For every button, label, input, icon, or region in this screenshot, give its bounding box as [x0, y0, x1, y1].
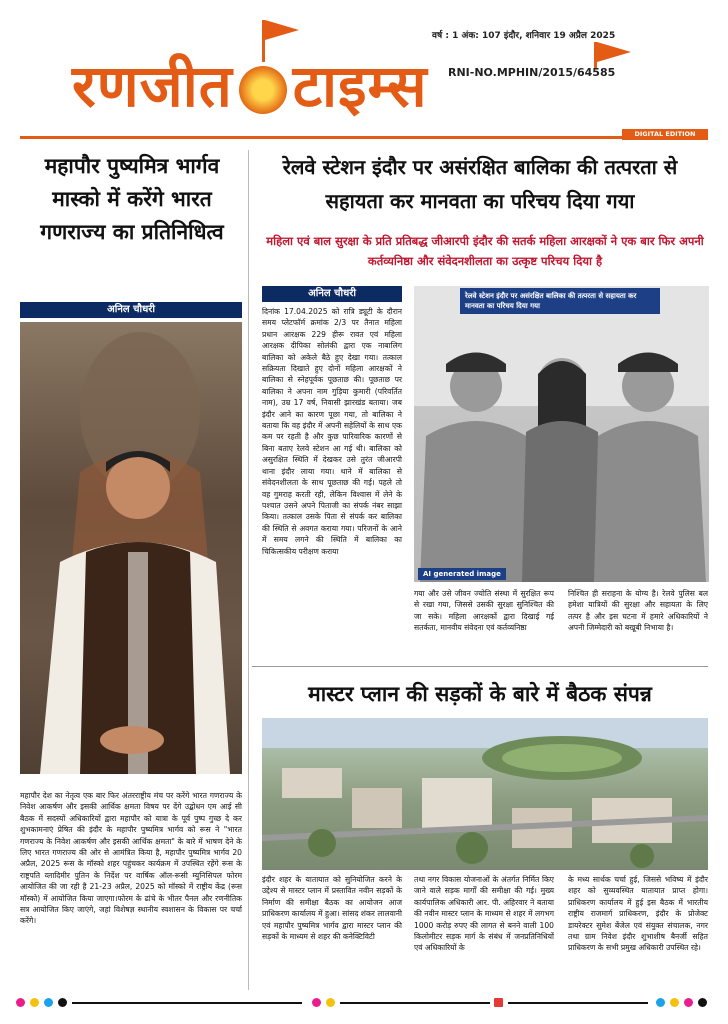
footer-dot [684, 998, 693, 1007]
footer-dot [30, 998, 39, 1007]
footer-dot [16, 998, 25, 1007]
second-story-col2: तथा नगर विकास योजनाओं के अंतर्गत निर्मित किए जाने वाले सड़क मार्गों की समीक्षा की गई। मुख्य कार्यपालिक अधिकारी आर. पी. अहिरवार ने बताया की नवीन मास्टर प्लान के माध्यम से शहर में लगभग 1000 करोड़ रुपए की लागत से बनने वाली 100 किलोमीटर सड़क मार्ग के संबंध में जनप्रतिनिधियों एवं अधिकारियों के [414, 875, 554, 953]
mayor-photo [20, 322, 242, 774]
footer-dot [312, 998, 321, 1007]
footer-decoration [16, 996, 712, 1012]
flag-icon [265, 20, 299, 40]
main-story-headline: रेलवे स्टेशन इंदौर पर असंरक्षित बालिका की तत्परता से सहायता कर मानवता का परिचय दिया गया [282, 155, 678, 213]
main-story-col3: निश्चित ही सराहना के योग्य है। रेलवे पुलिस बल हमेशा यात्रियों की सुरक्षा और सहायता के लिए तत्पर है और इस घटना में हमारे अधिकारियों ने अपनी जिम्मेदारी को बखूबी निभाया है। [568, 589, 708, 633]
masthead-rule [20, 136, 708, 139]
left-story-headline: महापौर पुष्यमित्र भार्गव मास्को में करेंगे भारत गणराज्य का प्रतिनिधित्व [40, 154, 224, 244]
footer-line [72, 1002, 302, 1004]
left-story-body: महापौर देश का नेतृत्व एक बार फिर अंतरराष्ट्रीय मंच पर करेंगे भारत गणराज्य के निवेश आकर्षण और इसकी आर्थिक क्षमता विषय पर देंगे उद्बोधन एम आई सी बैठक में सदस्यों अधिकारियों द्वारा महापौर को यात्रा के पूर्व पुष्प गुच्छ दे कर शुभकामनाएं प्रेषित की इंदौर के महापौर पुष्यमित्र भार्गव को रूस ने "भारत गणराज्य के निवेश आकर्षण और इसकी आर्थिक क्षमता" के बारे में भाषण देने के लिए भारत गणराज्य की ओर से आमंत्रित किया है, महापौर पुष्यमित्र भार्गव 20 अप्रैल, 2025 रूस के मॉस्को शहर पहुंचकर कार्यक्रम में उपस्थित रहेंगे रूस के राष्ट्रपति व्लादिमीर पुतिन के निर्देश पर वार्षिक ऑल-रूसी म्युनिसिपल फोरम आयोजित की जा रही है 21-23 अप्रैल, 2025 को मॉस्को में राष्ट्रीय केंद्र (रूस मॉस्को) में आयोजित किया जाएगा।फोरम के ढांचे के भीतर पैनल और रणनीतिक सत्र आयोजित किए जाएंगे, जहां विशेषज्ञ स्थानीय स्वशासन के विकास पर चर्चा करेंगे। [20, 791, 242, 926]
footer-line [508, 1002, 648, 1004]
footer-line [340, 1002, 490, 1004]
police-officers-illustration [414, 286, 709, 582]
masthead-name-left: रणजीत [72, 52, 233, 120]
footer-dot [670, 998, 679, 1007]
police-officers-image [414, 286, 709, 582]
edition-badge: DIGITAL EDITION [622, 129, 708, 140]
second-story-col3: के मध्य सार्थक चर्चा हुई, जिससे भविष्य में इंदौर शहर को सुव्यवस्थित यातायात प्राप्त होगा। प्राधिकरण कार्यालय में हुई इस बैठक में भारतीय राष्ट्रीय राजमार्ग प्राधिकरण, इंदौर के प्रोजेक्ट डायरेक्टर सुमेश बेंजेल एवं संयुक्त संचालक, नगर तथा ग्राम निवेश इंदौर शुभाशीष बैनर्जी सहित प्राधिकरण के सभी प्रमुख अधिकारी उपस्थित रहे। [568, 875, 708, 953]
footer-dot [326, 998, 335, 1007]
deity-emblem-icon [239, 66, 287, 114]
dateline: वर्ष : 1 अंक: 107 इंदौर, शनिवार 19 अप्रैल 2025 [432, 31, 616, 41]
footer-dot [698, 998, 707, 1007]
rni-number: RNI-NO.MPHIN/2015/64585 [448, 66, 616, 79]
main-story-subheadline: महिला एवं बाल सुरक्षा के प्रति प्रतिबद्ध जीआरपी इंदौर की सतर्क महिला आरक्षकों ने एक बार फिर अपनी कर्तव्यनिष्ठा और संवेदनशीलता का उत्कृष्ट परिचय दिया है [266, 234, 704, 268]
masthead-name-right: टाइम्स [292, 52, 428, 120]
second-story-headline: मास्टर प्लान की सड़कों के बारे में बैठक संपन्न [308, 682, 652, 706]
ai-generated-tag: AI generated image [418, 568, 506, 580]
masthead-logo [72, 46, 632, 126]
second-story-col1: इंदौर शहर के यातायात को सुनियोजित करने के उद्देश्य से मास्टर प्लान में प्रस्तावित नवीन सड़कों के निर्माण की समीक्षा बैठक का आयोजन आज प्राधिकरण कार्यालय में हुआ। सांसद शंकर लालवानी एवं महापौर पुष्यमित्र भार्गव द्वारा मास्टर प्लान की सड़कों के माध्यम से शहर की कनेक्टिविटी [262, 875, 402, 942]
mayor-photo-illustration [20, 322, 242, 774]
main-story-byline: अनिल चौधरी [262, 286, 402, 302]
aerial-city-illustration [262, 718, 708, 870]
footer-dot [44, 998, 53, 1007]
main-story-col2: गया और उसे जीवन ज्योति संस्था में सुरक्षित रूप से रखा गया, जिससे उसकी सुरक्षा सुनिश्चित की जा सके। महिला आरक्षकों द्वारा दिखाई गई सतर्कता, मानवीय संवेदना एवं कर्तव्यनिष्ठा [414, 589, 554, 633]
image-caption: रेलवे स्टेशन इंदौर पर असंरक्षित बालिका की तत्परता से सहायता कर मानवता का परिचय दिया गया [460, 288, 660, 314]
aerial-city-photo [262, 718, 708, 870]
column-divider [248, 150, 249, 990]
section-divider [252, 666, 708, 667]
main-story-col1: दिनांक 17.04.2025 को रात्रि ड्यूटी के दौरान समय प्लेटफॉर्म क्रमांक 2/3 पर तैनात महिला प्रधान आरक्षक 229 हीरू रावत एवं महिला आरक्षक दीपिका सोलंकी द्वारा एक नाबालिग बालिका को अकेले बैठे हुए देखा गया। तत्काल सक्रियता दिखाते हुए दोनों महिला आरक्षकों ने बालिका से स्नेहपूर्वक पूछताछ की। पूछताछ पर बालिका ने अपना नाम गुड़िया कुमारी (परिवर्तित नाम), उम्र 17 वर्ष, निवासी झारखंड बताया। जब इंदौर आने का कारण पूछा गया, तो बालिका ने बताया कि वह इंदौर में अपनी सहेलियों के साथ एक कम पर रहती है और कुछ पारिवारिक कारणों से बिना बताए रेलवे स्टेशन आ गई थी। बालिका को असुरक्षित स्थिति में देखकर उसे तुरंत जीआरपी थाना इंदौर लाया गया। थाने में बालिका से संवेदनशीलता के साथ पूछताछ की गई। पहले तो वह गुमराह करती रही, लेकिन विश्वास में लेने के पश्चात उसने अपने पिताजी का संपर्क नंबर साझा किया। तत्काल उसके पिता से संपर्क कर बालिका की स्थिति से अवगत कराया गया। परिजनों के आने में समय लगने की स्थिति में बालिका का चिकित्सकीय परीक्षण कराया [262, 307, 402, 556]
footer-dot [58, 998, 67, 1007]
footer-dot [656, 998, 665, 1007]
footer-marker [494, 998, 503, 1007]
left-story-byline: अनिल चौधरी [20, 302, 242, 318]
